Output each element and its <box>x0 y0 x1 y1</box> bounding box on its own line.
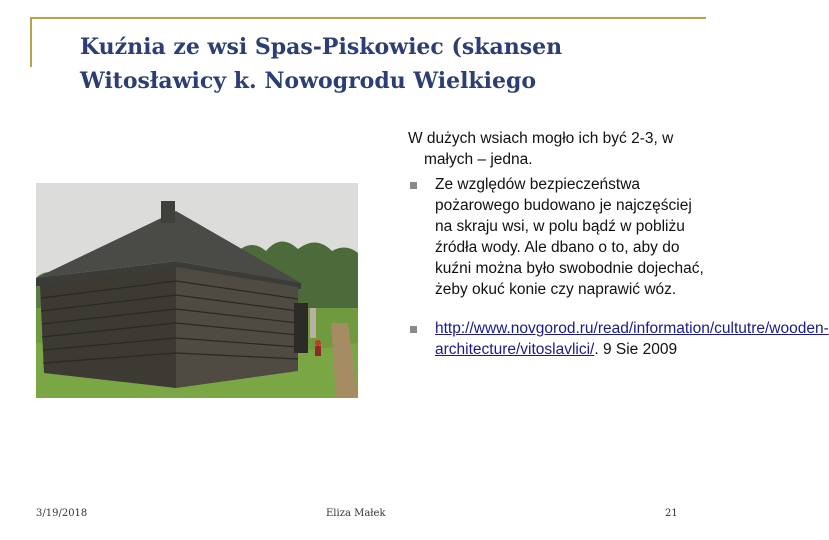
slide-title <box>80 30 700 98</box>
forge-photo <box>36 183 358 398</box>
bullet-square-icon <box>410 326 417 333</box>
intro-paragraph: W dużych wsiach mogło ich być 2-3, w małych – jedna. <box>408 130 674 168</box>
bullet-square-icon <box>410 182 417 189</box>
slide-number: 21 <box>665 508 678 519</box>
footer-date: 3/19/2018 <box>36 508 88 519</box>
title-line-2: Witosławicy k. Nowogrodu Wielkiego <box>80 68 537 94</box>
bullet-item <box>408 174 708 300</box>
top-rule <box>30 17 706 19</box>
bullet-item-source <box>408 318 829 360</box>
left-rule <box>30 17 32 67</box>
footer-author: Eliza Małek <box>326 508 386 519</box>
title-line-1: Kuźnia ze wsi Spas-Piskowiec (skansen <box>80 34 563 60</box>
body-text <box>408 128 829 360</box>
bullet-text: Ze względów bezpieczeństwa pożarowego budowano je najczęściej na skraju wsi, w polu bądź w pobliżu źródła wody. Ale dbano o to, aby do kuźni można było swobodnie dojechać, żeby okuć konie czy naprawić wóz. <box>435 176 704 298</box>
source-link[interactable]: http://www.novgorod.ru/read/information/cultutre/wooden-architecture/vitoslavlici/ <box>435 320 829 358</box>
source-date: . 9 Sie 2009 <box>594 341 678 358</box>
